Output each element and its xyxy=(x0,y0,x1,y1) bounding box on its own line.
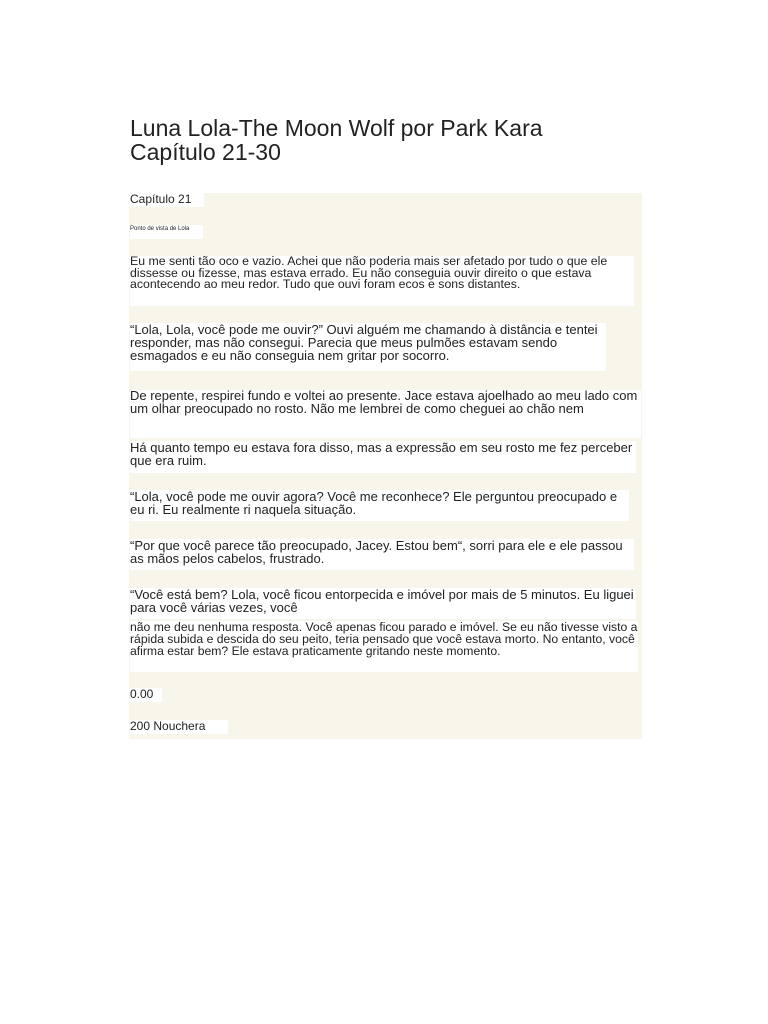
paragraph-7: “Você está bem? Lola, você ficou entorpecida e imóvel por mais de 5 minutos. Eu liguei para você várias vezes, você xyxy=(130,588,636,619)
paragraph-6: “Por que você parece tão preocupado, Jacey. Estou bem“, sorri para ele e ele passou as mãos pelos cabelos, frustrado. xyxy=(130,539,634,570)
paragraph-2: “Lola, Lola, você pode me ouvir?” Ouvi alguém me chamando à distância e tentei responder, mas não consegui. Parecia que meus pulmões estavam sendo esmagados e eu não conseguia nem gritar por socorro. xyxy=(130,323,606,371)
paragraph-5: “Lola, você pode me ouvir agora? Você me reconhece? Ele perguntou preocupado e eu ri. Eu realmente ri naquela situação. xyxy=(130,490,629,521)
paragraph-4: Há quanto tempo eu estava fora disso, mas a expressão em seu rosto me fez perceber que era ruim. xyxy=(130,441,636,473)
title-line-2: Capítulo 21-30 xyxy=(130,139,281,165)
paragraph-8: não me deu nenhuma resposta. Você apenas ficou parado e imóvel. Se eu não tivesse visto a rápida subida e descida do seu peito, teria pensado que você estava morto. No entanto, você afirma estar bem? Ele estava praticamente gritando neste momento. xyxy=(130,621,638,672)
reads-count: 200 Nouchera xyxy=(130,720,228,734)
paragraph-1: Eu me senti tão oco e vazio. Achei que não poderia mais ser afetado por tudo o que ele dissesse ou fizesse, mas estava errado. Eu não conseguia ouvir direito o que estava acontecendo ao meu redor. Tudo que ouvi foram ecos e sons distantes. xyxy=(130,256,634,306)
chapter-label: Capítulo 21 xyxy=(130,193,204,207)
rating-value: 0.00 xyxy=(130,688,162,702)
title-line-1: Luna Lola-The Moon Wolf por Park Kara xyxy=(130,115,543,141)
document-title xyxy=(130,116,650,164)
paragraph-3: De repente, respirei fundo e voltei ao presente. Jace estava ajoelhado ao meu lado com um olhar preocupado no rosto. Não me lembrei de como cheguei ao chão nem xyxy=(130,390,641,438)
point-of-view-label: Ponto de vista de Lola xyxy=(130,225,203,239)
